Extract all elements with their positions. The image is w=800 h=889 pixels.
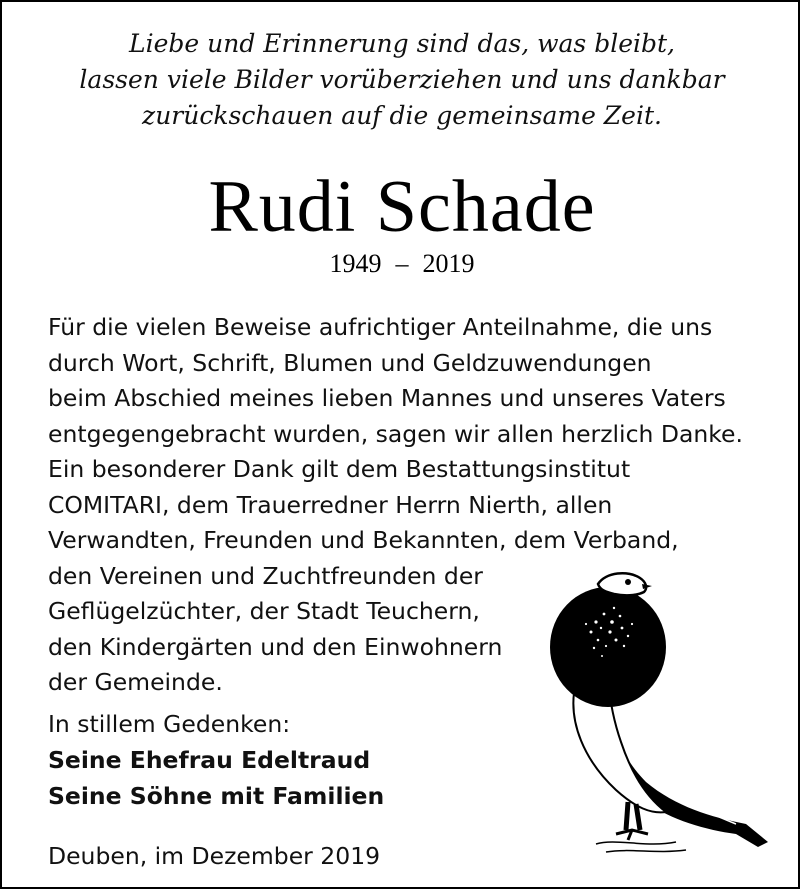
message-line: COMITARI, dem Trauerredner Herrn Nierth, allen xyxy=(48,490,613,519)
message-line: den Kindergärten und den Einwohnern xyxy=(48,632,503,661)
message-line: Verwandten, Freunden und Bekannten, dem Verband, xyxy=(48,526,679,554)
birth-year: 1949 xyxy=(329,249,382,278)
pigeon-illustration-icon xyxy=(536,562,786,872)
message-line: Geflügelzüchter, der Stadt Teuchern, xyxy=(48,597,480,625)
signature-block xyxy=(48,706,384,814)
message-line: durch Wort, Schrift, Blumen und Geldzuwendungen xyxy=(48,348,652,377)
place-date: Deuben, im Dezember 2019 xyxy=(48,842,381,870)
message-line: den Vereinen und Zuchtfreunden der xyxy=(48,561,483,590)
verse-line: lassen viele Bilder vorüberziehen und uns dankbar xyxy=(79,65,725,94)
verse-line: Liebe und Erinnerung sind das, was bleibt, xyxy=(129,29,675,58)
verse-line: zurückschauen auf die gemeinsame Zeit. xyxy=(142,101,662,130)
message-line: der Gemeinde. xyxy=(48,668,223,696)
signature-name: Seine Ehefrau Edeltraud xyxy=(48,746,371,774)
life-years xyxy=(2,248,800,280)
message-line: Ein besonderer Dank gilt dem Bestattungsinstitut xyxy=(48,455,631,483)
deceased-name: Rudi Schade xyxy=(208,166,596,248)
message-line: entgegengebracht wurden, sagen wir allen herzlich Danke. xyxy=(48,419,743,448)
signature-intro: In stillem Gedenken: xyxy=(48,710,291,738)
death-year: 2019 xyxy=(422,249,475,278)
memorial-verse xyxy=(2,26,800,134)
year-dash: – xyxy=(395,249,409,278)
message-line: Für die vielen Beweise aufrichtiger Anteilnahme, die uns xyxy=(48,313,713,341)
message-line: beim Abschied meines lieben Mannes und unseres Vaters xyxy=(48,384,726,412)
signature-name: Seine Söhne mit Familien xyxy=(48,782,385,810)
